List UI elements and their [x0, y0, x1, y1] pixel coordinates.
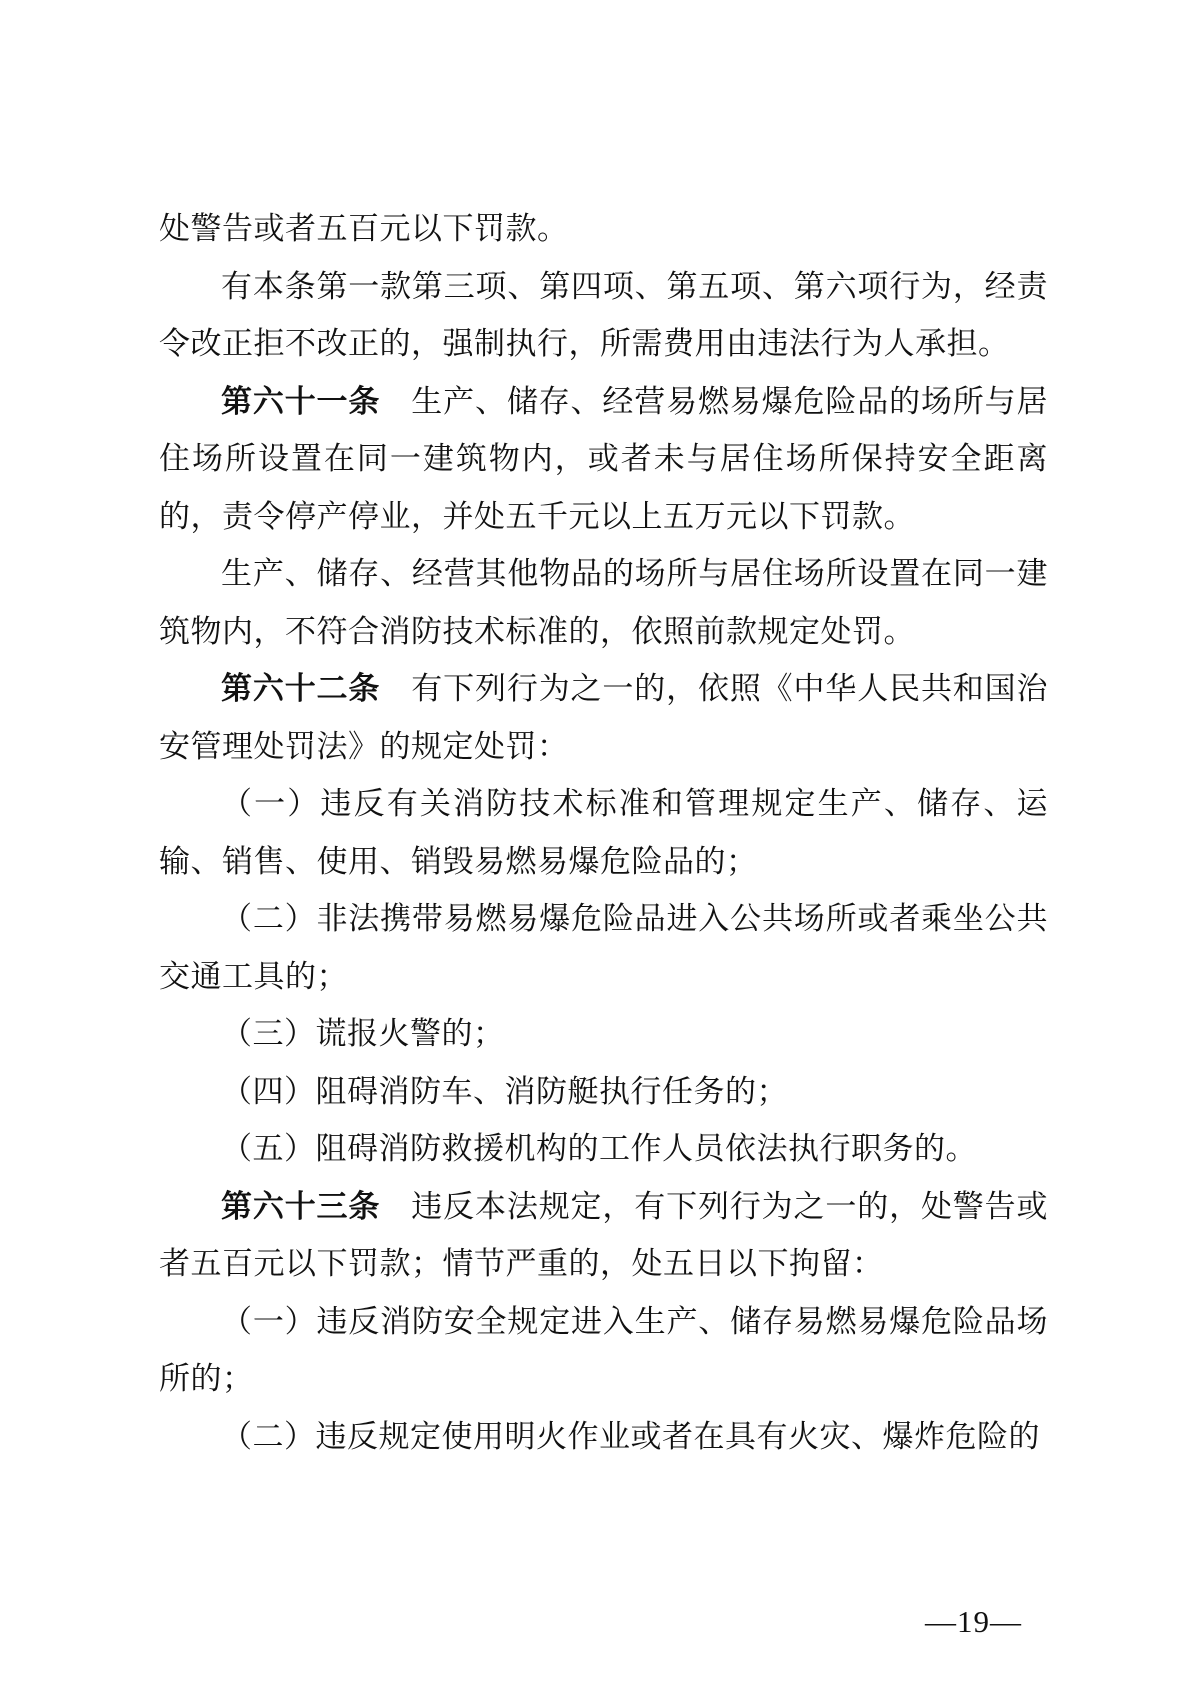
paragraph-text: 生产、储存、经营其他物品的场所与居住场所设置在同一建筑物内，不符合消防技术标准的，依照前款规定处罚。	[159, 556, 1048, 649]
paragraph	[159, 258, 1048, 373]
paragraph-text: 有下列行为之一的，依照《中华人民共和国治安管理处罚法》的规定处罚：	[159, 671, 1049, 764]
paragraph-text: 处警告或者五百元以下罚款。	[159, 211, 569, 246]
paragraph-text: 有本条第一款第三项、第四项、第五项、第六项行为，经责令改正拒不改正的，强制执行，所需费用由违法行为人承担。	[159, 268, 1048, 361]
paragraph	[159, 545, 1048, 660]
paragraph-text: （一）违反有关消防技术标准和管理规定生产、储存、运输、销售、使用、销毁易燃易爆危险品的；	[159, 786, 1048, 879]
paragraph-text: （一）违反消防安全规定进入生产、储存易燃易爆危险品场所的；	[159, 1303, 1048, 1396]
article-number: 第六十三条	[221, 1188, 381, 1224]
list-item-1b	[159, 1293, 1048, 1408]
list-item-3	[159, 1005, 1048, 1063]
paragraph-text: （二）非法携带易燃易爆危险品进入公共场所或者乘坐公共交通工具的；	[159, 901, 1048, 994]
paragraph-article-62	[159, 660, 1048, 775]
list-item-2b	[159, 1408, 1048, 1466]
paragraph-text: 生产、储存、经营易燃易爆危险品的场所与居住场所设置在同一建筑物内，或者未与居住场所保持安全距离的，责令停产停业，并处五千元以上五万元以下罚款。	[159, 383, 1049, 534]
paragraph-text: （二）违反规定使用明火作业或者在具有火灾、爆炸危险的	[221, 1418, 1040, 1454]
list-item-2	[159, 890, 1048, 1005]
paragraph-text: 违反本法规定，有下列行为之一的，处警告或者五百元以下罚款；情节严重的，处五日以下拘留：	[159, 1188, 1049, 1281]
paragraph-article-63	[159, 1178, 1048, 1293]
paragraph-text: （三）谎报火警的；	[221, 1016, 505, 1051]
paragraph-article-61	[159, 373, 1048, 546]
article-number: 第六十一条	[221, 383, 381, 419]
list-item-1	[159, 775, 1048, 890]
paragraph-text: （五）阻碍消防救援机构的工作人员依法执行职务的。	[221, 1131, 977, 1166]
article-number: 第六十二条	[221, 671, 381, 706]
page-number: —19—	[925, 1604, 1022, 1639]
list-item-5	[159, 1120, 1048, 1178]
paragraph	[159, 200, 1048, 258]
paragraph-text: （四）阻碍消防车、消防艇执行任务的；	[221, 1073, 788, 1109]
document-body	[159, 200, 1048, 1465]
list-item-4	[159, 1063, 1048, 1121]
